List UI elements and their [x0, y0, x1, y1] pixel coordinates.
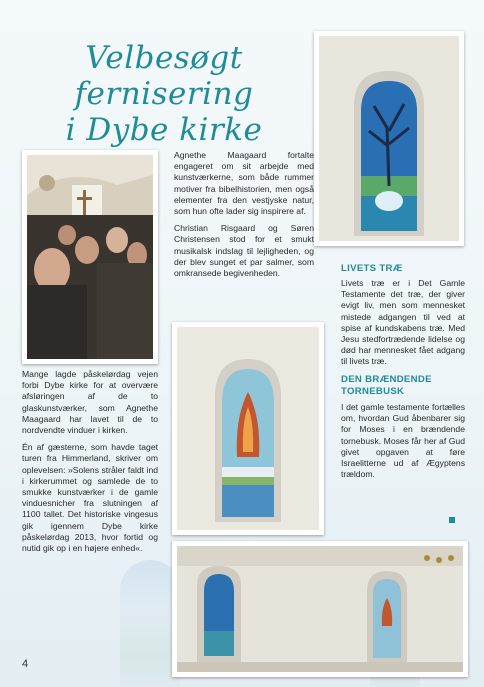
- page-number: 4: [22, 658, 29, 670]
- photo-crowd: [22, 150, 158, 364]
- left-column-text: [22, 369, 158, 560]
- photo-burning-bush-window: [172, 322, 324, 535]
- section-heading-tornebusk-line-2: TORNEBUSK: [341, 386, 405, 397]
- background-window-left: [120, 560, 180, 687]
- middle-column-text: [174, 150, 314, 285]
- title-line-1: Velbesøgt fernisering: [74, 40, 254, 112]
- crowd-photo-image: [27, 155, 153, 359]
- burning-bush-window-image: [177, 327, 319, 530]
- left-paragraph-2: Én af gæsterne, som havde taget turen fra Himmerland, skriver om oplevelsen: »Solens stråler faldt ind i kirkerummet og samlede de to smukke kunstværker i de gamle vinduesnicher fra slutningen af 1100 tallet. Det historiske vingesus gik igennem Dybe kirke påskelørdag 2013, hvor fortid og nutid gik op i en højere enhed«.: [22, 442, 158, 554]
- section-text-tornebusk: I det gamle testamente fortælles om, hvordan Gud åbenbarer sig for Moses i en brændende tornebusk. Moses får her af Gud givet opgaven at føre Israelitterne ud af Ægyptens trældom.: [341, 402, 465, 480]
- left-paragraph-1: Mange lagde påskelørdag vejen forbi Dybe kirke for at overvære afsløringen af de to glaskunstværker, som Agnethe Maagaard har lavet til de to nordvendte vinduer i kirken.: [22, 369, 158, 436]
- middle-paragraph-2: Christian Risgaard og Søren Christensen stod for et smukt musikalsk indslag til lejligheden, og der blev sunget et par salmer, som omkransede begivenheden.: [174, 223, 314, 279]
- section-heading-tornebusk: [341, 374, 466, 398]
- page-title: [34, 40, 294, 148]
- title-line-2: i Dybe kirke: [65, 112, 263, 148]
- section-text-livets-trae: Livets træ er i Det Gamle Testamente det træ, der giver evigt liv, men som mennesket mistede adgangen til ved at spise af kundskabens træ. Med Jesu stedfortrædende lidelse og død har mennesket fået adgang til livets træ.: [341, 278, 465, 367]
- tree-window-image: [319, 36, 459, 241]
- section-heading-livets-trae: LIVETS TRÆ: [341, 263, 403, 274]
- section-heading-tornebusk-line-1: DEN BRÆNDENDE: [341, 374, 432, 385]
- end-mark-square: [449, 517, 455, 523]
- middle-paragraph-1: Agnethe Maagaard fortalte engageret om sit arbejde med kunstværkerne, som både rummer motiver fra bibelhistorien, men også elementer fra den vestjyske natur, som hun ofte lader sig inspirere af.: [174, 150, 314, 217]
- photo-tree-of-life-window: [314, 31, 464, 246]
- photo-church-interior: [172, 541, 468, 677]
- church-interior-image: [177, 546, 463, 672]
